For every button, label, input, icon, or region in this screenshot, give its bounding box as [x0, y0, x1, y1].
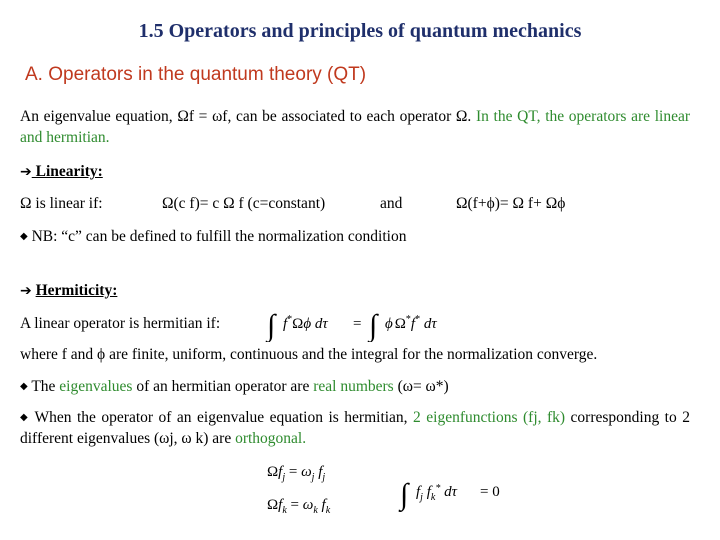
linearity-equation-2: Ω(f+ϕ)= Ω f+ Ωϕ [456, 195, 566, 212]
eig-text-2: of an hermitian operator are [132, 378, 314, 395]
bullet-icon: ◆ [20, 381, 28, 392]
hermiticity-heading [20, 282, 117, 300]
svg-text:= 0: = 0 [480, 484, 500, 500]
eig-text-3: (ω= ω*) [393, 378, 449, 395]
eigen-equations [262, 458, 382, 524]
linearity-heading [20, 163, 103, 181]
linearity-note-text: NB: “c” can be defined to fulfill the normalization condition [31, 228, 407, 245]
bullet-icon: ◆ [20, 412, 30, 423]
intro-paragraph [20, 106, 690, 148]
svg-text:fj fk* dτ: $f_j$ $f_k^*$ dτ [416, 483, 457, 503]
eig-highlight-1: eigenvalues [59, 378, 133, 395]
ortho-highlight-1: 2 eigenfunctions (fj, fk) [413, 409, 566, 426]
linearity-lead: Ω is linear if: [20, 195, 103, 212]
hermiticity-condition: where f and ϕ are finite, uniform, continuous and the integral for the normalization converge. [20, 346, 598, 363]
linearity-note [20, 228, 406, 246]
ortho-highlight-2: orthogonal. [235, 430, 307, 447]
linearity-title: Linearity: [31, 163, 103, 180]
arrow-icon: ➔ [20, 164, 32, 180]
svg-text:Ωfk = ωk fk: $\Omega f_k = \omega_k$ $f_k$ [267, 497, 331, 516]
arrow-icon: ➔ [20, 283, 32, 299]
orthogonality-paragraph [20, 407, 690, 449]
svg-text:∫: ∫ [267, 309, 276, 342]
orthogonality-integral [398, 474, 508, 514]
linearity-equation-1: Ω(c f)= c Ω f (c=constant) [162, 195, 326, 212]
intro-text: An eigenvalue equation, Ωf = ωf, can be associated to each operator Ω. [20, 108, 472, 125]
eig-highlight-2: real numbers [313, 378, 394, 395]
ortho-text-2: corresponding to 2 different eigenvalues (ωj, ω k) are [20, 409, 690, 447]
svg-text:Ωfj = ωj fj: $\Omega f_j = \omega_j$ $f_j$ [267, 464, 326, 483]
hermiticity-title: Hermiticity: [35, 282, 118, 299]
section-heading: A. Operators in the quantum theory (QT) [25, 64, 367, 85]
hermiticity-lead: A linear operator is hermitian if: [20, 315, 221, 332]
eig-text-1: The [31, 378, 60, 395]
ortho-text-1: When the operator of an eigenvalue equation is hermitian, [34, 409, 414, 426]
page-title: 1.5 Operators and principles of quantum mechanics [138, 20, 582, 42]
linearity-and: and [380, 195, 403, 212]
svg-text:∫: ∫ [369, 309, 378, 342]
intro-highlight: In the QT, the operators are linear and hermitian. [20, 108, 691, 146]
bullet-icon: ◆ [20, 231, 28, 242]
svg-text:ϕΩ*f* dτ: ϕ Ω*f* dτ [385, 314, 437, 332]
svg-text:f*Ωϕ dτ: f*Ωϕ dτ [283, 314, 328, 332]
eigenvalues-line [20, 378, 449, 396]
hermitian-integral-equation [265, 302, 455, 342]
svg-text:∫: ∫ [400, 478, 409, 511]
svg-text:=: = [353, 316, 362, 332]
